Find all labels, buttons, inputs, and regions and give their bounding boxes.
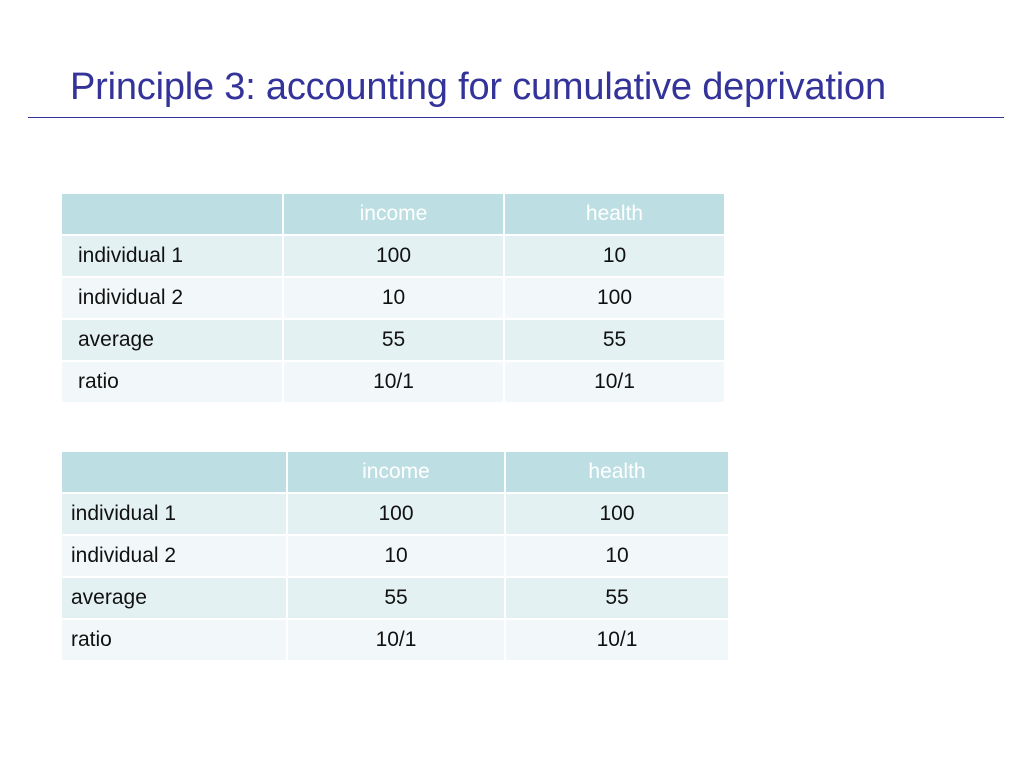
health-cell: 100 — [505, 493, 729, 535]
header-cell-health: health — [505, 451, 729, 493]
table-row — [61, 361, 725, 403]
row-label: ratio — [61, 361, 283, 403]
row-label: individual 2 — [61, 277, 283, 319]
header-cell-health: health — [504, 193, 725, 235]
row-label: individual 1 — [61, 235, 283, 277]
health-cell: 10 — [504, 235, 725, 277]
income-cell: 55 — [283, 319, 504, 361]
table-cumulative-deprivation — [60, 450, 730, 662]
income-cell: 10 — [283, 277, 504, 319]
header-cell-empty — [61, 193, 283, 235]
table-row — [61, 277, 725, 319]
income-cell: 10/1 — [283, 361, 504, 403]
header-cell-income: income — [287, 451, 505, 493]
row-label: average — [61, 319, 283, 361]
table-row — [61, 619, 729, 661]
health-cell: 55 — [505, 577, 729, 619]
table-row — [61, 235, 725, 277]
health-cell: 55 — [504, 319, 725, 361]
income-cell: 100 — [283, 235, 504, 277]
health-cell: 10/1 — [505, 619, 729, 661]
table-header-row — [61, 451, 729, 493]
health-cell: 10 — [505, 535, 729, 577]
income-cell: 100 — [287, 493, 505, 535]
table-header-row — [61, 193, 725, 235]
table-row — [61, 535, 729, 577]
income-cell: 10/1 — [287, 619, 505, 661]
table-row — [61, 577, 729, 619]
health-cell: 100 — [504, 277, 725, 319]
row-label: individual 2 — [61, 535, 287, 577]
income-cell: 10 — [287, 535, 505, 577]
table-row — [61, 319, 725, 361]
row-label: average — [61, 577, 287, 619]
row-label: individual 1 — [61, 493, 287, 535]
title-underline — [28, 117, 1004, 118]
income-cell: 55 — [287, 577, 505, 619]
table-separate-deprivation — [60, 192, 726, 404]
health-cell: 10/1 — [504, 361, 725, 403]
slide-title: Principle 3: accounting for cumulative deprivation — [70, 66, 886, 108]
table-row — [61, 493, 729, 535]
header-cell-income: income — [283, 193, 504, 235]
header-cell-empty — [61, 451, 287, 493]
row-label: ratio — [61, 619, 287, 661]
